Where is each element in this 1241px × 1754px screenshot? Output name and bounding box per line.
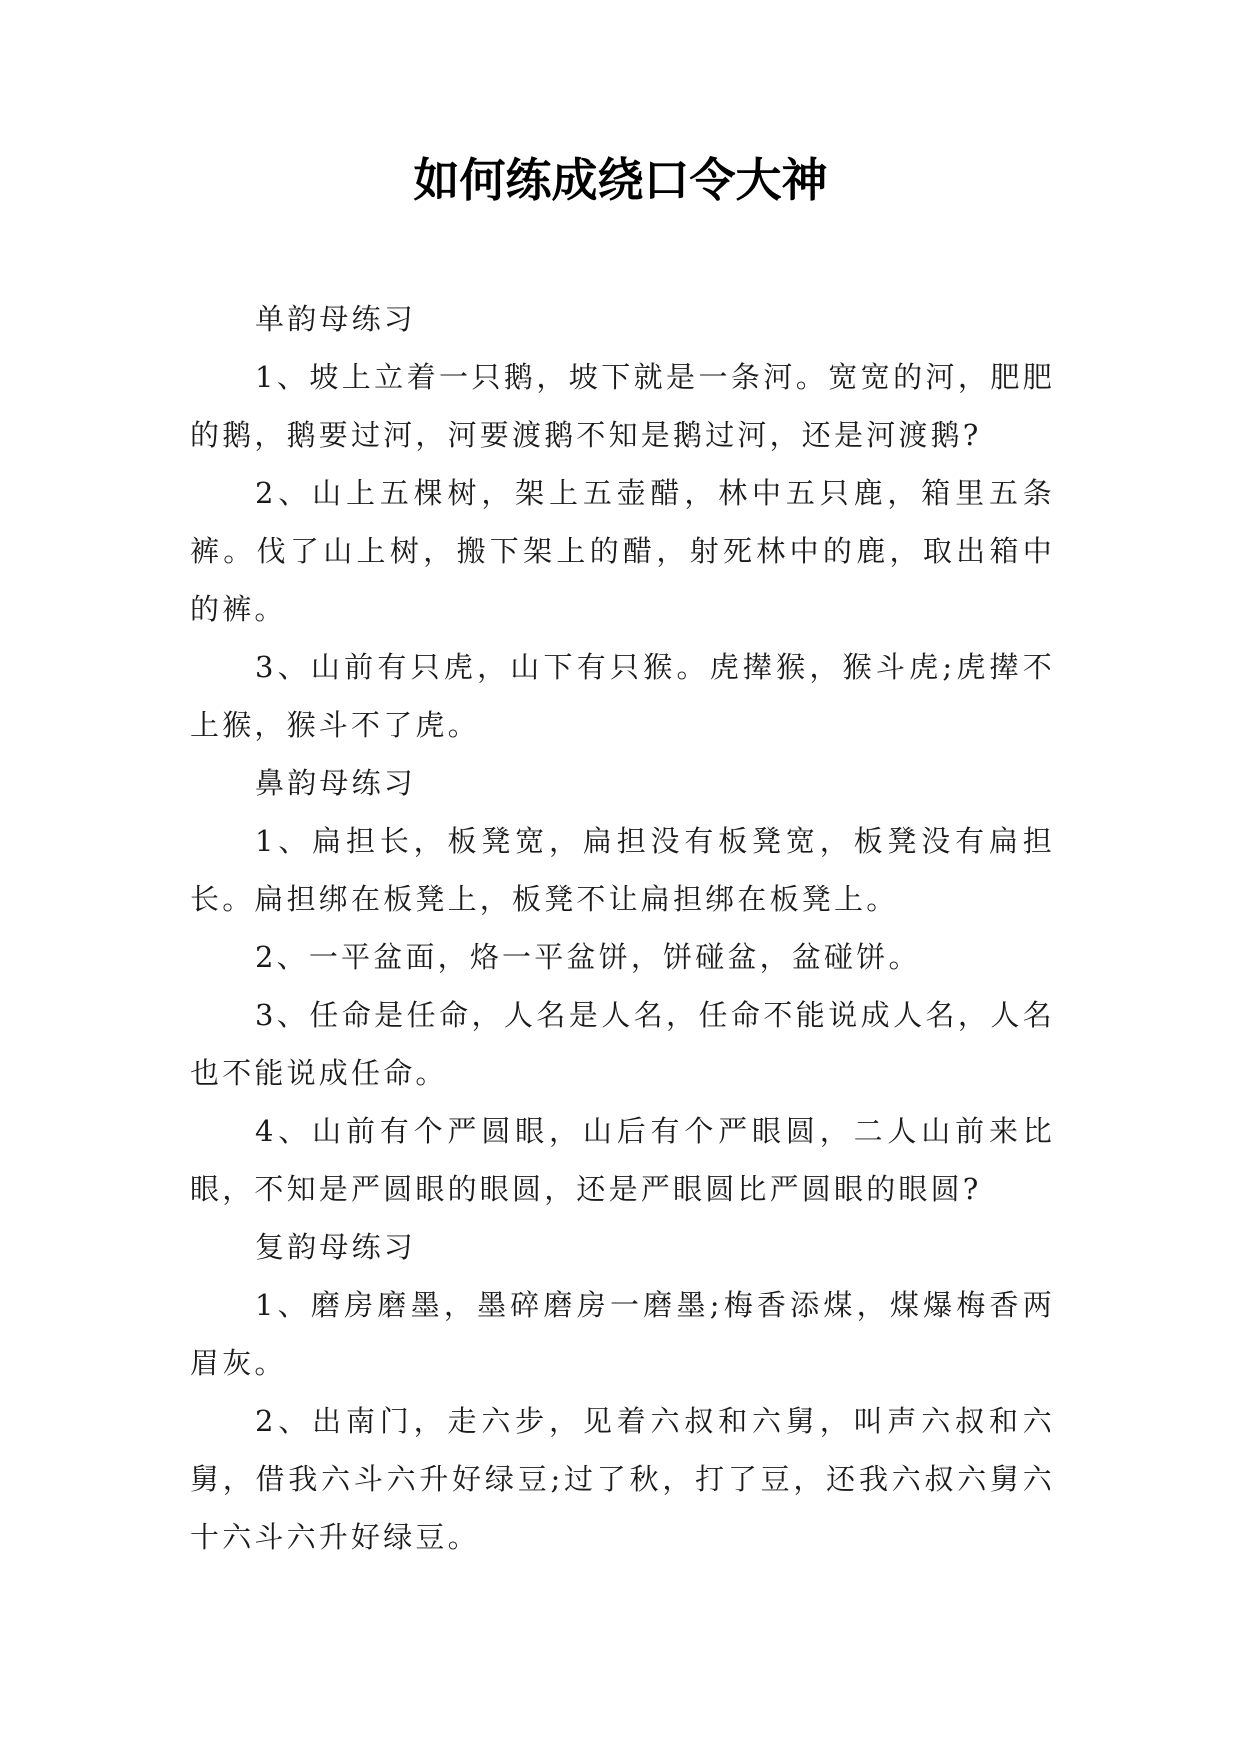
document-body (190, 290, 1055, 1566)
paragraph: 2、一平盆面，烙一平盆饼，饼碰盆，盆碰饼。 (255, 940, 921, 974)
document-title: 如何练成绕口令大神 (413, 153, 828, 207)
section-heading-single-finals: 单韵母练习 (255, 302, 417, 336)
section-heading-compound-finals: 复韵母练习 (255, 1230, 417, 1264)
paragraph: 1、磨房磨墨，墨碎磨房一磨墨;梅香添煤，煤爆梅香两眉灰。 (190, 1288, 1055, 1380)
paragraph: 2、出南门，走六步，见着六叔和六舅，叫声六叔和六舅，借我六斗六升好绿豆;过了秋，打了豆，还我六叔六舅六十六斗六升好绿豆。 (190, 1404, 1055, 1554)
paragraph: 1、扁担长，板凳宽，扁担没有板凳宽，板凳没有扁担长。扁担绑在板凳上，板凳不让扁担绑在板凳上。 (190, 824, 1055, 916)
section-heading-nasal-finals: 鼻韵母练习 (255, 766, 417, 800)
paragraph: 3、山前有只虎，山下有只猴。虎撵猴，猴斗虎;虎撵不上猴，猴斗不了虎。 (190, 650, 1055, 742)
paragraph: 2、山上五棵树，架上五壶醋，林中五只鹿，箱里五条裤。伐了山上树，搬下架上的醋，射死林中的鹿，取出箱中的裤。 (190, 476, 1055, 626)
paragraph: 4、山前有个严圆眼，山后有个严眼圆，二人山前来比眼，不知是严圆眼的眼圆，还是严眼圆比严圆眼的眼圆? (190, 1114, 1055, 1206)
paragraph: 3、任命是任命，人名是人名，任命不能说成人名，人名也不能说成任命。 (190, 998, 1055, 1090)
paragraph: 1、坡上立着一只鹅，坡下就是一条河。宽宽的河，肥肥的鹅，鹅要过河，河要渡鹅不知是鹅过河，还是河渡鹅? (190, 360, 1055, 452)
